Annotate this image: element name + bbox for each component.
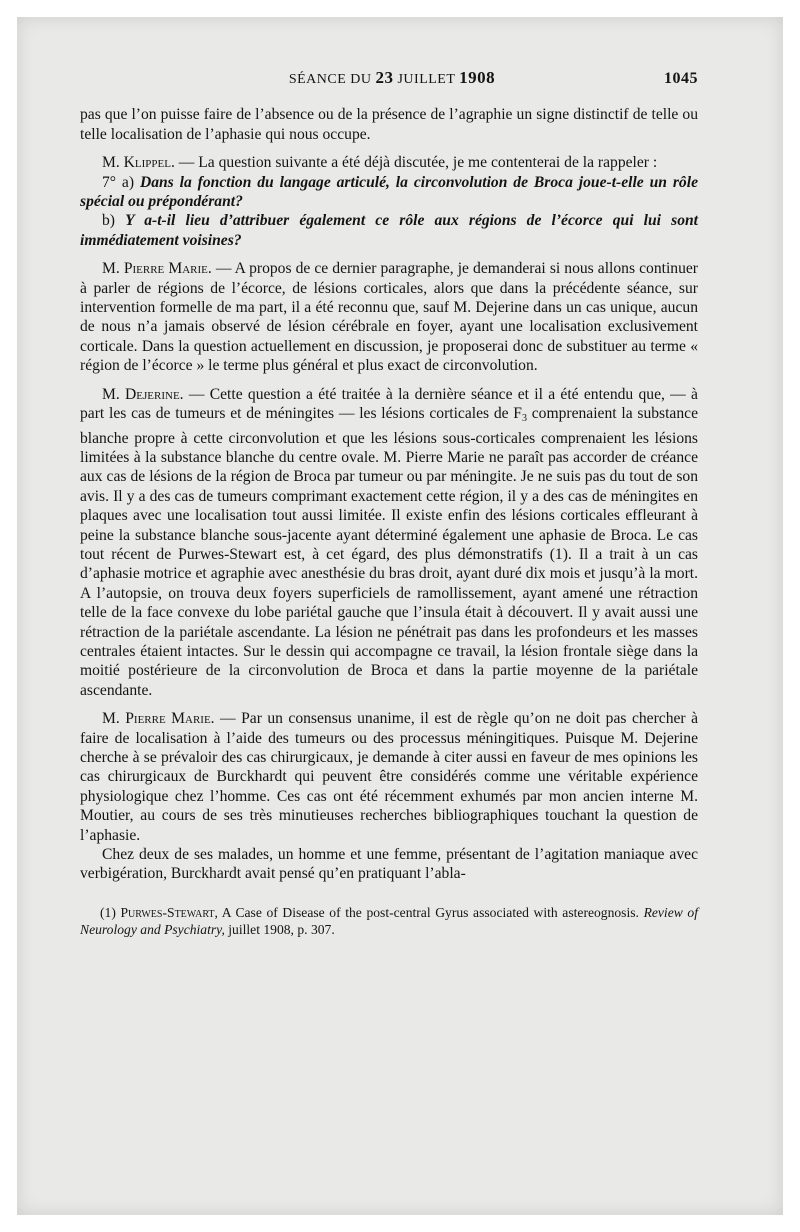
page-number: 1045 [664,70,698,87]
paragraph-dejerine-text-b: comprenaient la substance blanche propre à cette circonvolution et que les lésions sous-corticales comprenaient les lésions limitées à la substance blanche du centre ovale. M. Pierre Marie ne paraît pas accorder de créance aux cas de lésions de la région de Broca par tumeur ou par méningite. Je ne suis pas du tout de son avis. Il y a des cas de tumeurs comprimant exactement cette région, il y a des cas de méningites en plaques avec une localisation tout aussi limitée. Il existe enfin des lésions corticales effleurant à peine la substance blanche sous-jacente ayant déterminé également une aphasie de Broca. Le cas tout récent de Purwes-Stewart est, à cet égard, des plus démonstratifs (1). Il a trait à un cas d’aphasie motrice et agraphie avec anesthésie du bras droit, ayant duré dix mois et jusqu’à la mort. A l’autopsie, on trouva deux foyers superficiels de ramollissement, ayant amené une rétraction telle de la face convexe du lobe pariétal gauche que l’insula était à découvert. Il y avait aussi une rétraction de la pariétale ascendante. La lésion ne pénétrait pas dans les profondeurs et les masses centrales étaient intactes. Sur le dessin qui accompagne ce travail, la lésion frontale siège dans la moitié postérieure de la circonvolution de Broca et dans la partie moyenne de la pariétale ascendante. [80,405,698,699]
question-7a-text: Dans la fonction du langage articulé, la circonvolution de Broca joue-t-elle un rôle spécial ou prépondérant? [80,173,698,211]
footnote-journal: Review of Neurology and Psychiatry, [80,904,698,937]
question-7b [80,211,698,250]
question-7a-number: 7° a) [102,173,140,191]
document-page [80,68,698,938]
subscript-three: 3 [522,413,527,425]
paragraph-continuation: pas que l’on puisse faire de l’absence ou de la présence de l’agraphie un signe distinctif de telle ou telle localisation de l’aphasie qui nous occupe. [80,106,698,143]
paragraph-pierre-marie-1 [80,259,698,375]
header-title [80,68,664,89]
paragraph-dejerine [80,385,698,701]
paragraph-pierre-marie-2 [80,709,698,845]
paragraph-pierre-marie-1-text: — A propos de ce dernier paragraphe, je demanderai si nous allons continuer à parler de régions de l’écorce, de lésions corticales, alors que dans la précédente séance, sur intervention formelle de ma part, il a été reconnu que, sauf M. Dejerine dans un cas unique, aucun de nous n’a jamais observé de lésion cérébrale en foyer, ayant une localisation exclusivement corticale. Dans la question actuellement en discussion, je proposerai donc de substituer au terme « région de l’écorce » le terme plus général et plus exact de circonvolution. [80,260,698,375]
paragraph-klippel [80,153,698,172]
running-header [80,68,698,89]
footnotes [80,904,698,938]
paragraph-burckhardt: Chez deux de ses malades, un homme et une femme, présentant de l’agitation maniaque avec verbigération, Burckhardt avait pensé qu’en pratiquant l’abla- [80,846,698,883]
footnote-author: Purwes-Stewart, [120,904,218,920]
header-month: JUILLET [397,72,456,87]
speaker-pierre-marie: M. Pierre Marie. [102,260,212,278]
header-year: 1908 [459,68,496,87]
question-7b-text: Y a-t-il lieu d’attribuer également ce rôle aux régions de l’écorce qui lui sont immédiatement voisines? [80,212,699,249]
footnote-marker: (1) [100,904,121,920]
paragraph-klippel-text: — La question suivante a été déjà discutée, je me contenterai de la rappeler : [174,154,658,172]
speaker-dejerine: M. Dejerine. [102,385,184,403]
header-left-text: SÉANCE DU [288,72,372,87]
speaker-klippel: M. Klippel. [102,154,175,172]
paragraph-pierre-marie-2-text: — Par un consensus unanime, il est de règle qu’on ne doit pas chercher à faire de localisation à l’aide des tumeurs ou des processus méningitiques. Puisque M. Dejerine cherche à se prévaloir des cas chirurgicaux, je demande à citer aussi en faveur de mes opinions les cas chirurgicaux de Burckhardt qui peuvent être considérés comme une véritable expérience physiologique chez l’homme. Ces cas ont été récemment exhumés par mon ancien interne M. Moutier, au cours de ses très minutieuses recherches bibliographiques touchant la question de l’aphasie. [80,710,698,844]
footnote-text-a: A Case of Disease of the post-central Gyrus associated with astereognosis. [217,904,644,920]
speaker-pierre-marie-2: M. Pierre Marie. [102,710,215,728]
footnote-1 [80,904,698,938]
footnote-text-b: juillet 1908, p. 307. [224,921,335,937]
header-day: 23 [375,68,394,87]
question-7b-number: b) [102,212,126,230]
question-7a [80,173,698,212]
paragraph-dejerine-text-a: — Cette question a été traitée à la dernière séance et il a été entendu que, — à part les cas de tumeurs et de méningites — les lésions corticales de F [80,385,698,423]
